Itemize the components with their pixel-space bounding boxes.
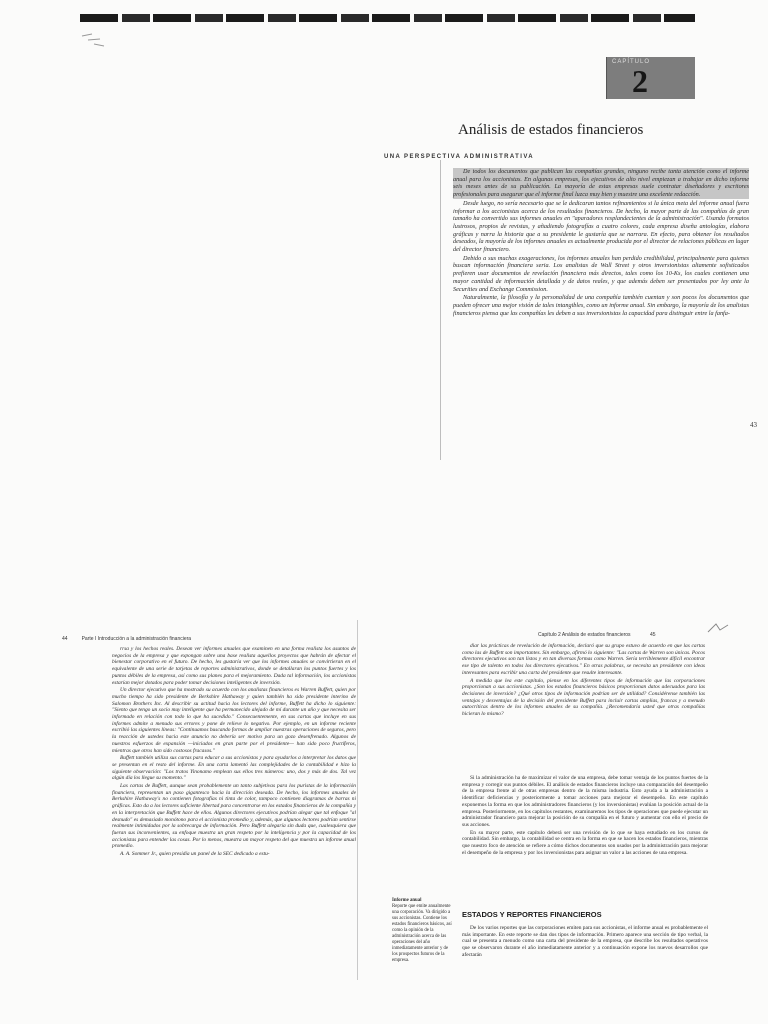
scan-scratch-mark: [80, 30, 120, 54]
chapter-number: 2: [632, 63, 648, 99]
left-running-head: [62, 636, 191, 642]
body-paragraph: A. A. Sommer Jr., quien presidía un panel de la SEC dedicado a estu-: [120, 851, 270, 858]
page-gutter-line: [357, 620, 358, 980]
chapter-intro-text: [453, 168, 749, 318]
body-paragraph: diar las prácticas de revelación de información, declaró que su grupo estuvo de acuerdo en que las cartas como las de Buffett son importantes. Sin embargo, afirmó lo siguiente: "Las cartas de Warren son únicas. Pocos directores ejecutivos son tan listos y en tan diversas formas como Warren. Sería terriblemente difícil encontrar ese tipo de talento en todos los directores ejecutivos." En otras palabras, se necesita un presidente con ideas interesantes para escribir una carta del presidente que resulte interesante.: [462, 643, 705, 676]
intro-paragraph: Debido a sus muchas exageraciones, los informes anuales han perdido credibilidad, principalmente para quienes buscan información financiera seria. Los analistas de Wall Street y otros inversionistas altamente sofisticados prefieren usar documentos de revelación financiera más directos, tales como los 10-Ks, los cuales contienen una mayor cantidad de información detallada y de datos reales, y que además deben ser presentados por ley ante la Securities and Exchange Commission.: [453, 254, 749, 293]
page-number-43: 43: [750, 421, 757, 429]
body-paragraph: A medida que lea este capítulo, piense en los diferentes tipos de información que las corporaciones proporcionan a sus accionistas. ¿Son los estados financieros básicos proporcionan datos adecuados para las decisiones de inversión? ¿Qué otros tipos de información podrían ser de utilidad? Considérense también las ventajas y desventajas de la decisión del presidente Buffett para incluir cartas amplias, francas y a menudo autocríticas dentro de los informes anuales de su compañía. ¿Recomendaría usted que otras compañías hicieran lo mismo?: [462, 677, 705, 718]
body-paragraph: Un director ejecutivo que ha mostrado su acuerdo con los analistas financieros es Warren Buffett, quien por mucho tiempo ha sido presidente de Berkshire Hathaway y quien también ha sido presidente interino de Salomon Brothers Inc. Al describir su actitud hacia los lectores del informe, Buffett ha dicho lo siguiente: "Siento que tengo un socio muy inteligente que ha permanecido alejado de mí durante un año y que necesita ser informado en relación con todo lo que ha sucedido." Consecuentemente, en sus cartas que incluye en sus informes admite a menudo sus errores y pone de relieve lo negativo. Por ejemplo, en un informe reciente escribió las siguientes líneas: "Continuamos buscando formas de ampliar nuestras operaciones de seguros, pero la reacción de ustedes hacia este anuncio no debería ser motivo para un gozo desenfrenado. Algunos de nuestros esfuerzos de expansión —iniciados en gran parte por el presidente— han sido poco fructíferos, mientras que otros han sido costosos fracasos.": [112, 687, 356, 754]
right-page-body: [462, 775, 708, 857]
chapter-title: Análisis de estados financieros: [458, 122, 644, 138]
left-page-number: 44: [62, 636, 68, 642]
section-body: [462, 925, 708, 960]
section-heading: ESTADOS Y REPORTES FINANCIEROS: [462, 910, 602, 919]
right-page-intro: [462, 643, 705, 719]
body-paragraph: Buffett también utiliza sus cartas para educar a sus accionistas y para ayudarlos a interpretar los datos que se presentan en el resto del informe. En una carta lamentó las complejidades de la contabilidad e hizo la siguiente observación: "Los tratos Yinonamo emplean sus ellos tres números: uno, dos y más de dos. Tal vez algún día los llegue su momento.": [112, 755, 356, 782]
left-running-head-text: Parte I Introducción a la administración financiera: [81, 636, 192, 642]
scan-corner-mark: [706, 622, 736, 634]
left-page-body: [112, 646, 356, 859]
page-fold-line: [440, 160, 441, 460]
right-running-head: [538, 632, 656, 638]
intro-paragraph: Naturalmente, la filosofía y la personalidad de una compañía también cuentan y son pocos los documentos que pueden ofrecer una mejor visión de tales intangibles, como un informe anual. Sin embargo, la mayoría de los analistas financieros piensa que las compañías les deben a sus inversionistas la capacidad para distinguir entre la fanfa-: [453, 294, 749, 317]
body-paragraph: De los varios reportes que las corporaciones emiten para sus accionistas, el informe anual es probablemente el más importante. En este reporte se dan dos tipos de información. Primero aparece una sección de tipo verbal, la cual se presenta a menudo como una carta del presidente de la empresa, que describe los resultados operativos que se observaron durante el año inmediatamente anterior y a continuación expone los nuevos desarrollos que afectarán: [462, 925, 708, 958]
body-paragraph: Si la administración ha de maximizar el valor de una empresa, debe tomar ventaja de los puntos fuertes de la empresa y corregir sus puntos débiles. El análisis de estados financieros incluye una comparación del desempeño de la empresa frente al de otras empresas dentro de la misma industria. Esto ayuda a la administración a identificar deficiencias y posteriormente a tomar acciones para mejorar el desempeño. En este capítulo exponemos la forma en que los administradores financieros (y los inversionistas) evalúan la posición actual de la empresa. Posteriormente, en los capítulos restantes, examinaremos los tipos de operaciones que puede ejecutar un administrador financiero para mejorar la posición de su compañía en el futuro y aumentar con ello el precio de sus acciones.: [462, 775, 708, 828]
intro-paragraph: Desde luego, no sería necesario que se le dedicaran tantos refinamientos si la única meta del informe anual fuera informar a los accionistas acerca de los resultados financieros. De hecho, la mayor parte de las compañías de gran tamaño ha convertido sus informes anuales en "aparadores resplandecientes de la administración". Usando formatos lustrosos, propios de revistas, y añadiendo fotografías a cuatro colores, cada empresa diseña antologías, elabora gráficas y narra la historia que a su presidente le gustaría que se narrara. En efecto, para obtener los resultados deseados, la mayoría de los informes anuales es actualmente producida por el director de relaciones públicas en lugar del director financiero.: [453, 199, 749, 254]
body-paragraph: rrsa y los hechos reales. Desean ver informes anuales que examinen en una forma realista los asuntos de negocios de la empresa y que expongan sobre una base realista aquellos proyectos que habrán de afectar el bienestar corporativo en el futuro. De hecho, les gustaría ver que los informes anuales se convirtieran en el equivalente de una serie de tarjetas de reportes administrativos, donde se detallaran los puntos fuertes y los puntos débiles de la empresa, así como sus planes para el mejoramiento. Dada tal información, los accionistas estarían mejor dotados para poder tomar decisiones inteligentes de inversión.: [112, 646, 356, 686]
chapter-label: CAPÍTULO: [612, 59, 651, 65]
right-page-number: 45: [649, 632, 656, 638]
chapter-subtitle: UNA PERSPECTIVA ADMINISTRATIVA: [384, 154, 535, 160]
body-paragraph: En su mayor parte, este capítulo deberá ser una revisión de lo que se haya estudiado en los cursos de contabilidad. Sin embargo, la contabilidad se centra en la forma en que se hacen los estados financieros, mientras que nuestro foco de atención se refiere a cómo dichos documentos son usados por la administración para mejorar el desempeño de la empresa y por los inversionistas para asignar un valor a las acciones de una empresa.: [462, 829, 708, 856]
body-paragraph: Las cartas de Buffett, aunque sean probablemente un tanto subjetivas para los puristas de la información financiera, representan un paso gigantesco hacia la dirección deseada. De hecho, los informes anuales de Berkshire Hathaway's no contienen fotografías ni tinta de color, tampoco contienen diagramas de barras ni gráficas. Esto da a los lectores suficiente libertad para concentrarse en los estados financieros de la compañía y en la interpretación que Buffett hace de ellos. Algunos directores ejecutivos podrían alegar que tal enfoque "al desnudo" es demasiado monótono para el accionista promedio y, además, que algunos lectores podrían sentirse realmente intimidados por la sobrecarga de información. Pero Buffett alegaría sin duda que, cualesquiera que fueran sus inconvenientes, su enfoque muestra un gran respeto por la inteligencia y por la capacidad de los accionistas para entender las cosas. Por lo menos, muestra un mayor respeto del que muestra un informe anual promedio.: [112, 783, 356, 850]
scan-top-border: [80, 14, 695, 22]
intro-paragraph: De todos los documentos que publican las compañías grandes, ninguno recibe tanta atención como el informe anual para los accionistas. En algunas empresas, los ejecutivos de alto nivel empiezan a trabajar en dicho informe seis meses antes de su publicación. La mayoría de estas empresas suele contratar diseñadores y escritores profesionales para asegurar que el informe final luzca muy bien y muestre una excelente redacción.: [453, 168, 749, 199]
margin-definition-note: [392, 898, 454, 964]
margin-note-term: Informe anual: [392, 898, 422, 903]
right-running-head-text: Capítulo 2 Análisis de estados financieros: [538, 632, 631, 638]
margin-note-text: Reporte que emite anualmente una corporación. Va dirigido a sus accionistas. Contiene los estados financieros básicos, así como la opinión de la administración acerca de las operaciones del año inmediatamente anterior y de los prospectos futuros de la empresa.: [392, 904, 452, 963]
